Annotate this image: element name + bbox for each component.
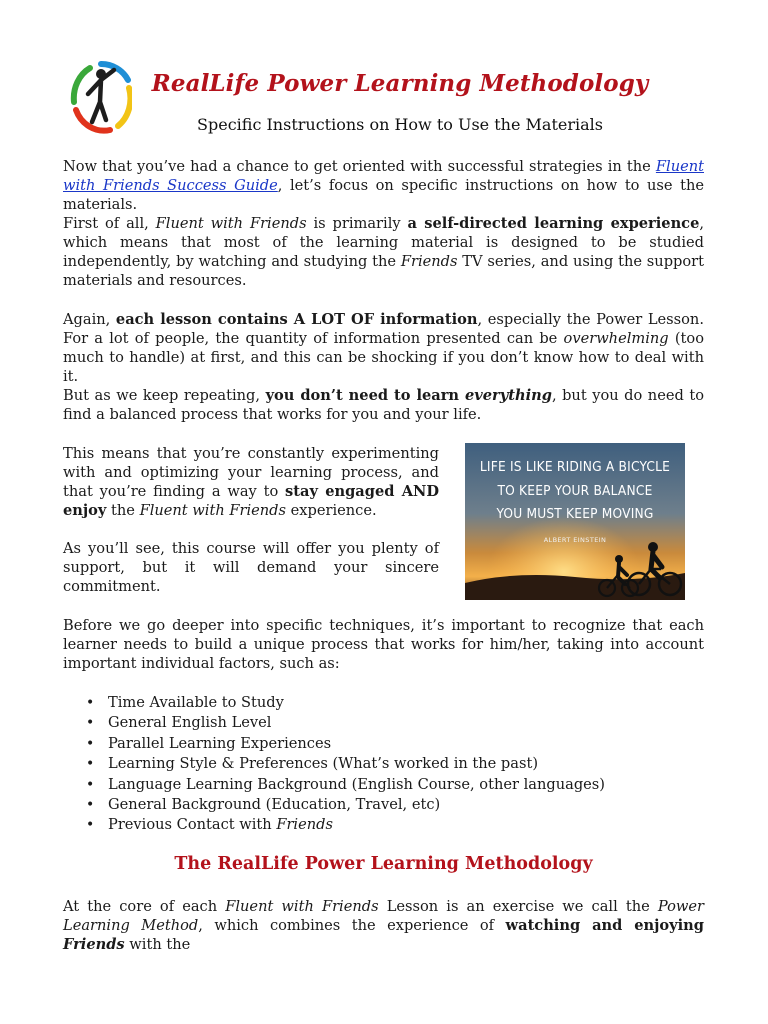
paragraph-self-directed <box>63 214 704 290</box>
list-item <box>108 815 728 835</box>
text-segment: TV series, and using the support materials and resources. <box>63 253 705 289</box>
quote-line-3: YOU MUST KEEP MOVING <box>496 506 654 522</box>
bold-text: you don’t need to learn <box>265 387 465 404</box>
quote-attribution: ALBERT EINSTEIN <box>543 536 607 544</box>
list-item: • Time Available to Study <box>108 693 728 713</box>
text-segment: First of all, <box>63 215 156 232</box>
text-segment: , especially the Power Lesson. For a lot of people, the quantity of information presented can be <box>63 311 704 347</box>
paragraph-unique-process: Before we go deeper into specific techniques, it’s important to recognize that each learner needs to build a unique process that works for him/her, taking into account important individual factors, such as: <box>63 617 704 672</box>
paragraph-information <box>63 310 704 386</box>
text-segment: with the <box>124 936 191 953</box>
italic-text: overwhelming <box>563 330 669 347</box>
text-segment: , let’s focus on specific instructions on how to use the materials. <box>63 177 704 213</box>
text-segment: This means that you’re constantly experimenting with and optimizing your learning process, and that you’re finding a way to <box>63 445 439 500</box>
text-segment: (too much to handle) at first, and this can be shocking if you don’t know how to deal with it. <box>63 330 704 385</box>
italic-text: Fluent with Friends <box>139 502 287 519</box>
paragraph-experimenting <box>63 444 439 520</box>
text-segment: Lesson is an exercise we call the <box>378 898 658 915</box>
factors-list <box>63 693 728 836</box>
text-segment: experience. <box>286 502 377 519</box>
bold-text: watching and enjoying <box>505 917 704 934</box>
reallife-logo <box>70 60 132 134</box>
italic-text: Power Learning Method <box>63 898 704 934</box>
bold-text: stay engaged AND enjoy <box>63 483 440 519</box>
text-segment: But as we keep repeating, <box>63 387 266 404</box>
list-item: • Language Learning Background (English Course, other languages) <box>108 775 728 795</box>
text-segment: Now that you’ve had a chance to get oriented with successful strategies in the <box>63 158 656 175</box>
text-segment: , but you do need to find a balanced process that works for you and your life. <box>63 387 704 423</box>
text-segment: , which means that most of the learning material is designed to be studied independently, by watching and studying the <box>63 215 704 270</box>
bicycle-quote-image <box>465 443 685 600</box>
logo-graphic <box>70 60 132 134</box>
page-subtitle: Specific Instructions on How to Use the Materials <box>197 115 603 134</box>
paragraph-commitment: As you’ll see, this course will offer you plenty of support, but it will demand your sincere commitment. <box>63 540 439 595</box>
bold-italic-text: Friends <box>63 936 125 953</box>
text-segment: Again, <box>63 311 116 328</box>
italic-text: Fluent with Friends <box>155 215 307 232</box>
italic-text: Friends <box>400 253 458 270</box>
list-item: • General Background (Education, Travel, etc) <box>108 795 728 815</box>
paragraph-intro <box>63 157 704 214</box>
list-item: • Learning Style & Preferences (What’s worked in the past) <box>108 754 728 774</box>
quote-line-1: LIFE IS LIKE RIDING A BICYCLE <box>479 459 671 475</box>
italic-text: Fluent with Friends <box>225 898 379 915</box>
text-segment: is primarily <box>306 215 408 232</box>
text-segment: At the core of each <box>63 898 226 915</box>
page-title: RealLife Power Learning Methodology <box>151 70 649 97</box>
success-guide-link[interactable]: Fluent with Friends Success Guide <box>63 158 704 194</box>
list-item: • Parallel Learning Experiences <box>108 734 728 754</box>
text-segment: , which combines the experience of <box>198 917 506 934</box>
quote-line-2: TO KEEP YOUR BALANCE <box>497 483 653 499</box>
italic-text: Friends <box>276 816 333 834</box>
paragraph-balance <box>63 386 704 424</box>
list-item: • General English Level <box>108 713 728 733</box>
bold-italic-text: everything <box>465 387 552 404</box>
bold-text: each lesson contains A LOT OF information <box>115 311 478 328</box>
text-segment: the <box>106 502 140 519</box>
bold-text: a self-directed learning experience <box>407 215 700 232</box>
paragraph-power-learning <box>63 897 704 954</box>
text-segment: Previous Contact with <box>108 816 277 834</box>
section-heading: The RealLife Power Learning Methodology <box>174 854 593 874</box>
